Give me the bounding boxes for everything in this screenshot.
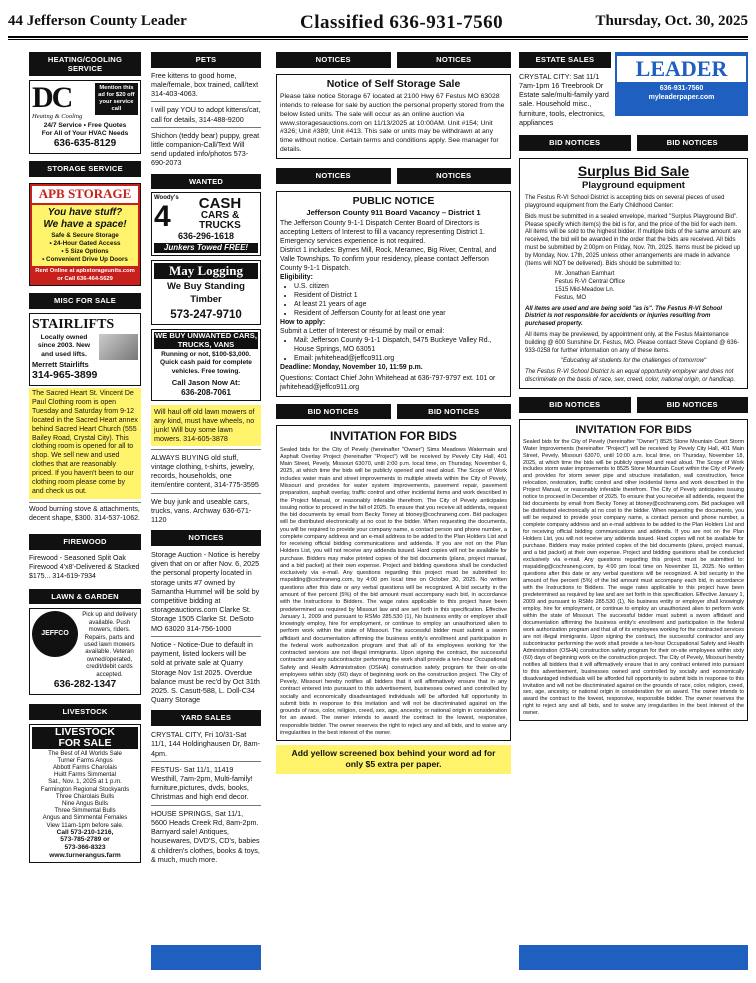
bid-notices-header-f: BID NOTICES — [637, 397, 749, 413]
bid-notices-header-a: BID NOTICES — [276, 404, 391, 420]
apb-feature-1: Safe & Secure Storage — [51, 232, 119, 240]
apb-storage-ad — [29, 183, 141, 286]
leader-logo-box — [615, 52, 748, 116]
jeffco-mowers-ad — [29, 608, 141, 695]
apb-q1: You have stuff? — [47, 206, 123, 218]
stairlifts-name: Merrett Stairlifts — [32, 359, 89, 369]
surplus-subtitle: Playground equipment — [582, 179, 685, 191]
livestock-web: www.turnerangus.farm — [49, 851, 121, 859]
category-estate-sales: ESTATE SALES — [519, 52, 611, 68]
buying-stuff-ad: ALWAYS BUYING old stuff, vintage clothing, t-shirts, jewelry, records, households, one item/entire content, 314-775-3595 — [151, 452, 259, 490]
notices-header-c: NOTICES — [276, 168, 391, 184]
invitation-body-2: Sealed bids for the City of Pevely (hereinafter "Owner") 8525 Stone Mountain Court Storm Water Improvements (hereinafter "Project") will be received by Pevely City Hall, 401 Main Street, Pevely, Missouri 63070, until 10:00 a.m. local time, on Thursday, November 18, 2025, at which time the bids will be publicly opened and read aloud. The Scope of Work includes storm water improvements to 8525 Stone Mountain Court within the City of Pevely and provides for storm sewer pipe and structure installation, wall construction, fence relocation, restoration, traffic control and other incidental items and work described in the Project Manual, or reasonably inferable therefrom. The City of Pevely anticipates issuing notice to proceed in December of 2025. To ensure that you receive all addenda, request the bid documents by email from Becky Toney at btoney@cochraneng.com. Bid packages will be distributed electronically at no cost to the bidder. When requesting the documents, you will be required to provide your company name, a contact person and phone number, a complete company address and an e-mail address to be added to the Plan Holders List and for receiving official bidding communications and addenda. If you are not on the Plan Holders List, you will not receive any addenda issued. Hard copies will not be available for purchase. Bidders may make printed copies of the bid documents (plans, project manual, and a bid packet) at their own expense. Project and bidding questions shall be conducted exclusively via e-mail. Any questions regarding this project must be submitted to: mspalding@cochraneng.com, by 4:00 pm local time on November 11, 2025. No written questions after this date or any verbal questions will be recognized. A bid security in the amount of five percent (5%) of the bid amount must accompany each bid, in accordance with the Instructions to Bidders. The wage rates applicable to this project have been predetermined as required by law and are set forth in this specification. Effective January 1, 2009 and pursuant to RSMo 285.530 (1), No business entity or employer shall knowingly employ, hire for employment, or continue to employ an unauthorized alien to perform work within the state of Missouri. The successful bidder must submit a sworn affidavit and documentation affirming the business entity's enrollment and participation in the federal work authorization program and that all of its employees working for the contracted services are not illegal immigrants. Upon signing the contract, the successful contractor and any subcontractor performing the work shall provide a ten-hour Occupational Safety and Health Administration (OSHA) construction safety program for their on-site employees within sixty (60) days of beginning work on the construction project. The City of Pevely, Missouri hereby notifies all bidders that it will affirmatively ensure that in any contract entered into pursuant to this advertisement, businesses owned and controlled by socially and economically disadvantaged individuals will be afforded full opportunity to submit bids in response to this invitation and will not be discriminated against on the grounds of race, color, religion, creed, sex, age, ancestry, or national origin in consideration for an award. The owner intends to award the contract to the lowest, responsive, responsible bidder. The owner reserves the right to reject any and all bids, and to waive any irregularities in the best interest of the owner. — [523, 438, 744, 717]
column-3 — [276, 52, 511, 774]
notices-header-a: NOTICES — [276, 52, 391, 68]
eligibility-item: • At least 21 years of age — [294, 301, 507, 310]
self-storage-body: Please take notice Storage 67 located at 2100 Hwy 67 Festus MO 63028 intends to release for sale by auction the personal property stored from the below listed units. The sale will occur as an online auction via www.storagesauctions.com on 11/13/2025 at 10:00AM. Unit #154; Unit #326; Unit #389; Unit #413. This sale or units may be withdrawn at any time without notice. Certain terms and conditions apply. See manager for details. — [280, 93, 505, 154]
we-buy-call: Call Jason Now At: — [171, 377, 241, 387]
stairlift-image — [99, 334, 138, 360]
we-buy-phone: 636-208-7061 — [181, 387, 231, 397]
church-clothing-ad: The Sacred Heart St. Vincent De Paul Clothing room is open Tuesday and Saturday from 9-12 located in the Sacred Heart annex behind Sacred Heart Church (555 Bailey Road, Crystal City). This clothing room is opened for all to shop. We sell new and used clothes that are reasonably priced. If you haven't been to our clothing room please come by and check us out. — [29, 388, 141, 499]
stairlifts-body: Locally owned since 2003. New and used lifts. — [37, 333, 91, 359]
apb-feature-4: • Convenient Drive Up Doors — [42, 256, 128, 264]
public-notice-p1: The Jefferson County 9-1-1 Dispatch Center Board of Directors is accepting Letters of Interest to fill a vacancy representing District 1. Emergency services experience is not required. — [280, 220, 485, 246]
notices-header-b: NOTICES — [397, 52, 512, 68]
header-rule — [8, 36, 748, 38]
livestock-ad — [29, 724, 141, 863]
surplus-p3: All items are used and are being sold "as is". The Festus R-VI School District is not responsible for accidents or injuries resulting from purchased property. — [525, 305, 723, 328]
public-notice-eligibility: Eligibility: — [280, 273, 313, 281]
self-storage-notice — [276, 74, 511, 159]
may-logging-ad — [151, 260, 261, 326]
header-rule-thin — [8, 39, 748, 40]
category-lawn: LAWN & GARDEN — [29, 589, 141, 605]
apply-mail: • Mail: Jefferson County 9-1-1 Dispatch, 5475 Buckeye Valley Rd., House Springs, MO 63051 — [294, 337, 507, 355]
public-notice-subtitle: Jefferson County 911 Board Vacancy – District 1 — [306, 208, 481, 218]
haul-mowers-ad: Will haul off old lawn mowers of any kind, must have wheels, no junk! Will buy some lawn mowers. 314-605-3878 — [151, 405, 261, 446]
bid-notices-header-d: BID NOTICES — [637, 135, 749, 151]
woodys-name: Woody's — [154, 195, 179, 202]
leader-web: myleaderpaper.com — [648, 93, 715, 101]
surplus-equal-opportunity: The Festus R-VI School District is an equal opportunity employer and does not discriminate on the basis of race, sex, creed, color, national origin, or handicap. — [525, 369, 736, 384]
apply-email: • Email: jwhitehead@jeffco911.org — [294, 355, 507, 364]
public-notice-how-1: Submit a Letter of Interest or résumé by mail or email: — [280, 327, 445, 335]
may-logging-phone: 573-247-9710 — [170, 308, 242, 321]
category-pets: PETS — [151, 52, 261, 68]
woodys-phone: 636-296-1618 — [177, 231, 235, 242]
issue-date: Thursday, Oct. 30, 2025 — [595, 13, 748, 29]
category-notices: NOTICES — [151, 530, 261, 546]
livestock-title-1: LIVESTOCK — [55, 725, 115, 738]
surplus-title: Surplus Bid Sale — [577, 162, 690, 179]
invitation-title-2: INVITATION FOR BIDS — [575, 423, 692, 436]
pet-ad-1: Free kittens to good home, male/female, box trained, call/text 314-403-4063. — [151, 70, 259, 99]
public-notice-title: PUBLIC NOTICE — [352, 194, 435, 207]
storage-auction-notice: Storage Auction - Notice is hereby given that on or after Nov. 6, 2025 the personal property located in storage units #7 owned by Samantha Hummel will be sold by competitive bidding at storageauctions.com Clarke St. Storage 1505 Clarke St. DeSoto MO 63020 314-756-1000 — [151, 549, 260, 633]
eligibility-item: • Resident of Jefferson County for at least one year — [294, 310, 507, 319]
dc-mention: Mention this ad for $20 off your service call — [95, 83, 138, 115]
livestock-title-2: FOR SALE — [58, 736, 112, 749]
surplus-address: Mr. Jonathan Earnhart Festus R-VI Central Office 1515 Mid-Meadow Ln. Festus, MO — [555, 271, 625, 301]
we-buy-body: Running or not, $100-$3,000. Quick cash paid for complete vehicles. Free towing. — [160, 351, 252, 375]
self-storage-title: Notice of Self Storage Sale — [326, 77, 461, 90]
pet-ad-2: I will pay YOU to adopt kittens/cat, call for details, 314-488-9200 — [151, 105, 261, 124]
woodys-cars: CARS & — [200, 209, 240, 221]
public-notice-how: How to apply: — [280, 318, 326, 326]
category-misc: MISC FOR SALE — [29, 293, 141, 309]
page-number-paper: 44 Jefferson County Leader — [8, 13, 187, 29]
dc-heating-ad — [29, 80, 141, 154]
public-notice — [276, 191, 511, 397]
notices-header-d: NOTICES — [397, 168, 512, 184]
jeffco-phone: 636-282-1347 — [53, 679, 117, 691]
dc-line2: For All of Your HVAC Needs — [41, 129, 129, 137]
surplus-p2: Bids must be submitted in a sealed envelope, marked "Surplus Playground Bid". Please specify which item(s) the bid is for, and the price of the bid for each item. All items will be sold to the highest bidder. If multiple bids of the same amount are received, the bid will be awarded in the order that the bids are received. All bids must be submitted by 2:00pm on Friday, Nov. 7th, 2025. Items must be picked up by Monday, Nov. 17th, 2025 unless other arrangements are made in advance (Items will NOT be delivered). Bids should be submitted to: — [525, 213, 742, 267]
woodys-tag: Junkers Towed FREE! — [154, 243, 258, 253]
category-wanted: WANTED — [151, 174, 261, 190]
woodys-cash-ad — [151, 192, 261, 255]
yard-sale-1: CRYSTAL CITY, Fri 10/31-Sat 11/1, 144 Holdinghausen Dr, 8am-4pm. — [151, 730, 260, 758]
apb-feature-3: • 5 Size Options — [61, 248, 109, 256]
dc-line1: 24/7 Service • Free Quotes — [43, 121, 127, 129]
blue-bar-right — [519, 945, 748, 970]
dc-phone: 636-635-8129 — [53, 138, 117, 150]
surplus-bid-sale — [519, 158, 748, 389]
woodys-trucks: TRUCKS — [199, 219, 241, 231]
woodys-4: 4 — [154, 200, 171, 234]
invitation-title: INVITATION FOR BIDS — [330, 429, 457, 444]
column-4 — [519, 52, 748, 721]
leader-logo: LEADER — [617, 56, 746, 82]
firewood-ad: Firewood - Seasoned Split Oak Firewood 4'x8'-Delivered & Stacked $175... 314-619-7934 — [29, 554, 140, 580]
apb-feature-2: • 24-Hour Gated Access — [49, 240, 121, 248]
dc-logo: DC — [32, 81, 72, 115]
we-buy-cars-ad — [151, 329, 261, 400]
invitation-bids-sims — [276, 425, 511, 741]
column-1 — [29, 52, 141, 863]
we-buy-title: WE BUY UNWANTED CARS, TRUCKS, VANS — [155, 331, 257, 349]
stairlifts-title: STAIRLIFTS — [32, 316, 115, 332]
stairlifts-ad — [29, 313, 141, 386]
blue-bar-left — [151, 945, 261, 970]
surplus-motto: "Educating all students for the challenges of tomorrow" — [560, 358, 707, 365]
apb-rent-online: Rent Online at apbstorageunits.com or Call 636-464-5629 — [35, 268, 135, 282]
jeffco-logo: JEFFCO — [32, 611, 78, 657]
may-logging-title: May Logging — [154, 263, 258, 280]
leader-phone: 636-931-7560 — [659, 85, 704, 92]
category-storage: STORAGE SERVICE — [29, 161, 141, 177]
category-firewood: FIREWOOD — [29, 534, 141, 550]
stairlifts-phone: 314-965-3899 — [32, 369, 98, 382]
yard-sale-3: HOUSE SPRINGS, Sat 11/1, 5600 Heads Creek Rd, 8am-2pm. Barnyard sale! Antiques, housewares, DVD'S, CD's, babies & children's clothes, books & toys, & much, much more. — [151, 808, 260, 864]
junk-cars-ad: We buy junk and useable cars, trucks, vans. Archway 636-671-1120 — [151, 496, 252, 525]
jeffco-text: Pick up and delivery available. Push mowers, riders. Repairs, parts and used lawn mowers available. Veteran owned/operated, credit/debit cards accepted. — [82, 611, 137, 678]
eligibility-item: • Resident of District 1 — [294, 292, 507, 301]
may-logging-sub: We Buy Standing Timber — [167, 281, 245, 305]
invitation-body: Sealed bids for the City of Pevely (hereinafter "Owner") Sims Meadows Watermain and Asphalt Overlay Project (hereinafter "Project") will be received by Pevely City Hall, 401 Main Street, Pevely, Missouri 63070, until 2:00 p.m. local time, on Thursday, November 6, 2025, at which time the bids will be publicly opened and read aloud. The Scope of Work includes water main and street improvements to multiple streets within the City of Pevely, Missouri and provides for water system improvements, pavement repair, pavement preparation, asphalt overlay, traffic control and other incidental items and work described in the Project Manual, or reasonably inferable therefrom. The City of Pevely anticipates issuing notice to proceed in the fall of 2025. To ensure that you receive all addenda, request the bid documents by email from Becky Toney at btoney@cochraneng.com. Bid packages will be distributed electronically at no cost to the bidder. When requesting the documents, you will be required to provide your company name, a contact person and phone number, a complete company address and an e-mail address to be added to the Plan Holders List and for receiving official bidding communications and addenda. If you are not on the Plan Holders List, you will not receive any addenda issued. Hard copies will not be available for purchase. Bidders may make printed copies of the bid documents (plans, project manual, and a bid packet) at their own expense. Project and bidding questions shall be conducted exclusively via e-mail. Any questions regarding this project must be submitted to: mspalding@cochraneng.com, by 4:00 pm local time on October 30, 2025. No written questions after this date or any verbal questions will be recognized. A bid security in the amount of five percent (5%) of the bid amount must accompany each bid, in accordance with the Instructions to Bidders. The wage rates applicable to this project have been predetermined as required by Missouri law and are set forth in this specification. Effective January 1, 2009 and pursuant to RSMo 285.530 (1), No business entity or employer shall knowingly employ, hire for employment, or continue to employ an unauthorized alien to perform work within the state of Missouri. The successful bidder must submit a sworn affidavit and documentation affirming the business entity's enrollment and participation in the federal work authorization program and that all of its employees working for the contracted services are not illegal immigrants. Upon signing the contract, the successful contractor and any subcontractor performing the work shall provide a ten-hour Occupational Safety and Health Administration (OSHA) construction safety program for their on-site employees within sixty (60) days of beginning work on the construction project. The City of Pevely, Missouri hereby notifies all bidders that it will affirmatively ensure that in any contract entered into pursuant to this advertisement, businesses owned and controlled by socially and economically disadvantaged individuals will be afforded full opportunity to submit bids in response to this invitation and will not be discriminated against on the grounds of race, color, religion, creed, sex, age, ancestry, or national origin in consideration for an award. The owner intends to award the contract to the lowest, responsive, responsible bidder. The owner reserves the right to reject any and all bids, and to waive any irregularities in the best interest of the owner. — [280, 446, 507, 737]
category-livestock: LIVESTOCK — [29, 704, 141, 720]
public-notice-p2: District 1 includes: Byrnes Mill, Rock, Meramec, Big River, Central, and Valle Townships. To confirm your residency, please contact Jefferson County 9-1-1 Dispatch. — [280, 247, 497, 273]
estate-sale-ad: CRYSTAL CITY: Sat 11/1 7am-1pm 16 Treebrook Dr Estate sale/multi-family yard sale. Household misc., furniture, tools, electronics, appliances — [519, 71, 609, 127]
dc-subtitle: Heating & Cooling — [32, 113, 83, 121]
invitation-bids-stone-mountain — [519, 419, 748, 722]
apb-title: APB STORAGE — [32, 186, 138, 203]
eligibility-item: • U.S. citizen — [294, 283, 507, 292]
bid-notices-header-b: BID NOTICES — [397, 404, 512, 420]
public-notice-deadline: Deadline: Monday, November 10, 11:59 p.m. — [280, 363, 423, 371]
quarry-notice: Notice - Notice-Due to default in payment, listed lockers will be sold at private sale at Quarry Storage Nov 1st 2025. Overdue balance must be rec'd by Oct 31th 2025. S. Casutt-588, L. Doll-C34 Quarry Storage — [151, 639, 260, 705]
yard-sale-2: FESTUS- Sat 11/1, 11419 Westhill, 7am-2pm, Multi-family! furniture,pictures, dvds, books, Christmas and high end decor. — [151, 764, 253, 802]
apb-q2: We have a space! — [43, 219, 127, 231]
public-notice-questions: Questions: Contact Chief John Whitehead at 636-797-9797 ext. 101 or jwhitehead@jeffco911.org — [280, 374, 496, 391]
section-title: Classified 636-931-7560 — [300, 12, 504, 33]
woodys-cash: CASH — [198, 194, 242, 212]
yellow-box-promo: Add yellow screened box behind your word ad for only $5 extra per paper. — [276, 745, 511, 773]
livestock-body: The Best of All Worlds Sale Turner Farms Angus Abbott Farms Charolais Huitt Farms Simmental Sat., Nov. 1, 2025 at 1 p.m. Farmington Regional Stockyards Three Charolais Bulls Nine Angus Bulls Three Simmental Bulls Angus and Simmental Females View 11am-1pm before sale. — [40, 749, 130, 829]
livestock-phones: Call 573-210-1216, 573-785-2789 or 573-366-8323 — [56, 828, 114, 851]
wood-stove-ad: Wood burning stove & attachments, decent shape, $300. 314-537-1062. — [29, 506, 140, 523]
pet-ad-3: Shichon (teddy bear) puppy, great little companion-Call/Text Will send updated info/photos 573-690-2073 — [151, 130, 260, 168]
column-2 — [151, 52, 261, 864]
bid-notices-header-c: BID NOTICES — [519, 135, 631, 151]
bid-notices-header-e: BID NOTICES — [519, 397, 631, 413]
category-yard-sales: YARD SALES — [151, 710, 261, 726]
surplus-p1: The Festus R-VI School District is accepting bids on several pieces of used playground equipment from the Early Childhood Center: — [525, 195, 725, 210]
category-hvac: HEATING/COOLING SERVICE — [29, 52, 141, 76]
surplus-p4: All items may be previewed, by appointment only, at the Festus Maintenance building @ 600 Sunshine Dr. Festus, MO. Please contact Steve Copland @ 636-933-0258 for further information on any of these items. — [525, 332, 739, 354]
